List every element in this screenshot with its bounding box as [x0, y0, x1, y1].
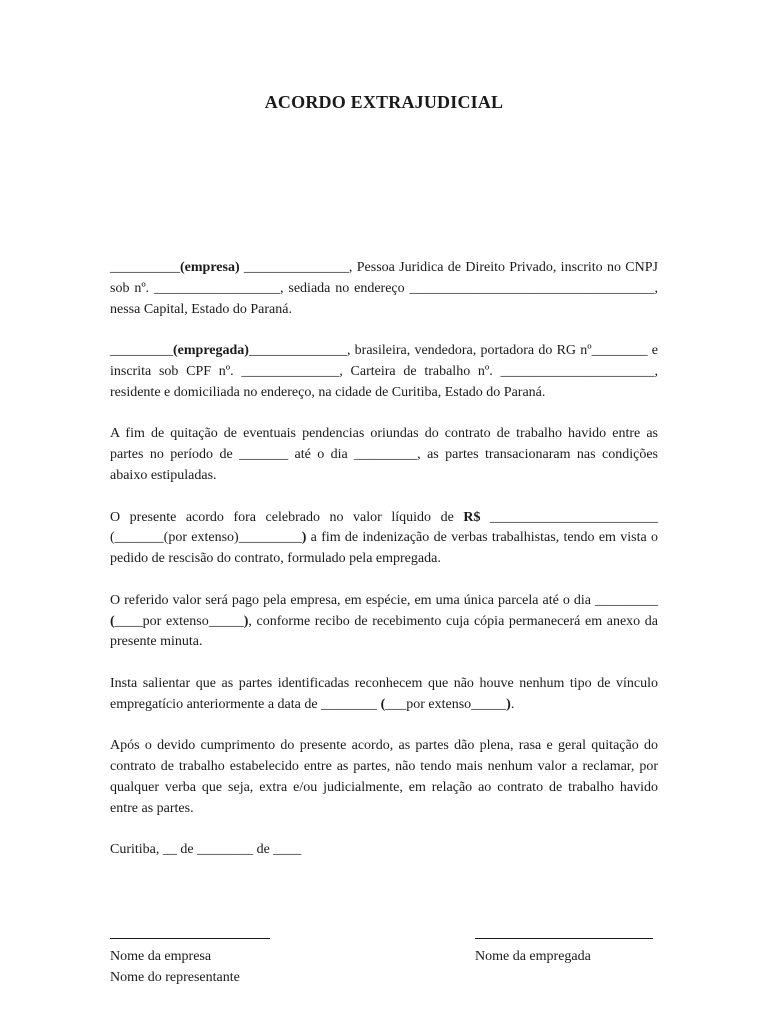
- signature-line-company: [110, 938, 270, 939]
- currency-symbol: R$: [463, 509, 481, 525]
- paragraph-value: [110, 508, 658, 570]
- value-close-paren: ): [301, 530, 307, 546]
- no-bond-open-paren: (: [380, 696, 386, 712]
- document-title: ACORDO EXTRAJUDICIAL: [264, 92, 504, 112]
- paragraph-purpose: A fim de quitação de eventuais pendencias oriundas do contrato de trabalho havido entre as partes no período de _______ até o dia _________, as partes transacionaram nas condições abaixo estipuladas.: [110, 426, 658, 483]
- value-extenso-blank2: _________: [238, 530, 302, 546]
- payment-open-paren: (: [110, 613, 115, 629]
- blank-employee-name: _________: [110, 343, 173, 359]
- signature-employee: [475, 938, 653, 967]
- value-extenso-label: (por extenso): [163, 530, 239, 546]
- employee-label: (empregada): [173, 343, 249, 359]
- value-extenso-blank1: _______: [114, 530, 164, 546]
- signature-employee-name: Nome da empregada: [475, 949, 591, 964]
- date-line: Curitiba, __ de ________ de ____: [110, 842, 302, 858]
- no-bond-close-paren: ): [506, 696, 511, 712]
- payment-close-paren: ): [243, 613, 249, 629]
- no-bond-extenso-blank2: _____: [471, 696, 507, 712]
- no-bond-extenso-label: por extenso: [406, 696, 472, 712]
- value-text-pre: O presente acordo fora celebrado no valor líquido de: [110, 509, 464, 525]
- payment-text-pre: O referido valor será pago pela empresa, em espécie, em uma única parcela até o dia _________: [110, 592, 658, 608]
- payment-extenso-label: por extenso: [142, 613, 209, 629]
- employee-text: ______________, brasileira, vendedora, portadora do RG nº________ e inscrita sob CPF nº. ______________, Carteira de trabalho nº. ______________________, residente e domiciliada no endereço, na cidade de Curitiba, Estado do Paraná.: [110, 343, 658, 400]
- signature-representative-name: Nome do representante: [110, 970, 240, 985]
- value-text-post: a fim de indenização de verbas trabalhistas, tendo em vista o pedido de rescisão do contrato, formulado pela empregada.: [110, 530, 658, 567]
- signature-company: [110, 938, 270, 988]
- signature-line-employee: [475, 938, 653, 939]
- no-bond-text-post: .: [510, 696, 515, 712]
- company-label: (empresa): [180, 260, 240, 275]
- signature-company-name: Nome da empresa: [110, 949, 212, 964]
- company-text: _______________, Pessoa Juridica de Direito Privado, inscrito no CNPJ sob nº. __________________, sediada no endereço ___________________________________, nessa Capital, Estado do Paraná.: [110, 260, 658, 317]
- no-bond-extenso-blank1: ___: [385, 696, 407, 712]
- paragraph-company: [110, 258, 658, 320]
- no-bond-text-pre: Insta salientar que as partes identificadas reconhecem que não houve nenhum tipo de vínculo empregatício anteriormente a data de ________: [110, 675, 658, 712]
- blank-company-name: __________: [110, 260, 180, 275]
- paragraph-employee: [110, 341, 658, 403]
- value-blank: ________________________ (: [110, 509, 659, 546]
- payment-text-post: , conforme recibo de recebimento cuja cópia permanecerá em anexo da presente minuta.: [110, 613, 658, 650]
- paragraph-payment: [110, 591, 658, 653]
- payment-extenso-blank2: _____: [208, 613, 244, 629]
- payment-extenso-blank1: ____: [114, 613, 143, 629]
- paragraph-release: Após o devido cumprimento do presente acordo, as partes dão plena, rasa e geral quitação do contrato de trabalho estabelecido entre as partes, não tendo mais nenhum valor a reclamar, por qualquer verba que seja, extra e/ou judicialmente, em relação ao contrato de trabalho havido entre as partes.: [110, 738, 658, 816]
- paragraph-no-bond: [110, 674, 658, 716]
- document-body: [110, 258, 658, 882]
